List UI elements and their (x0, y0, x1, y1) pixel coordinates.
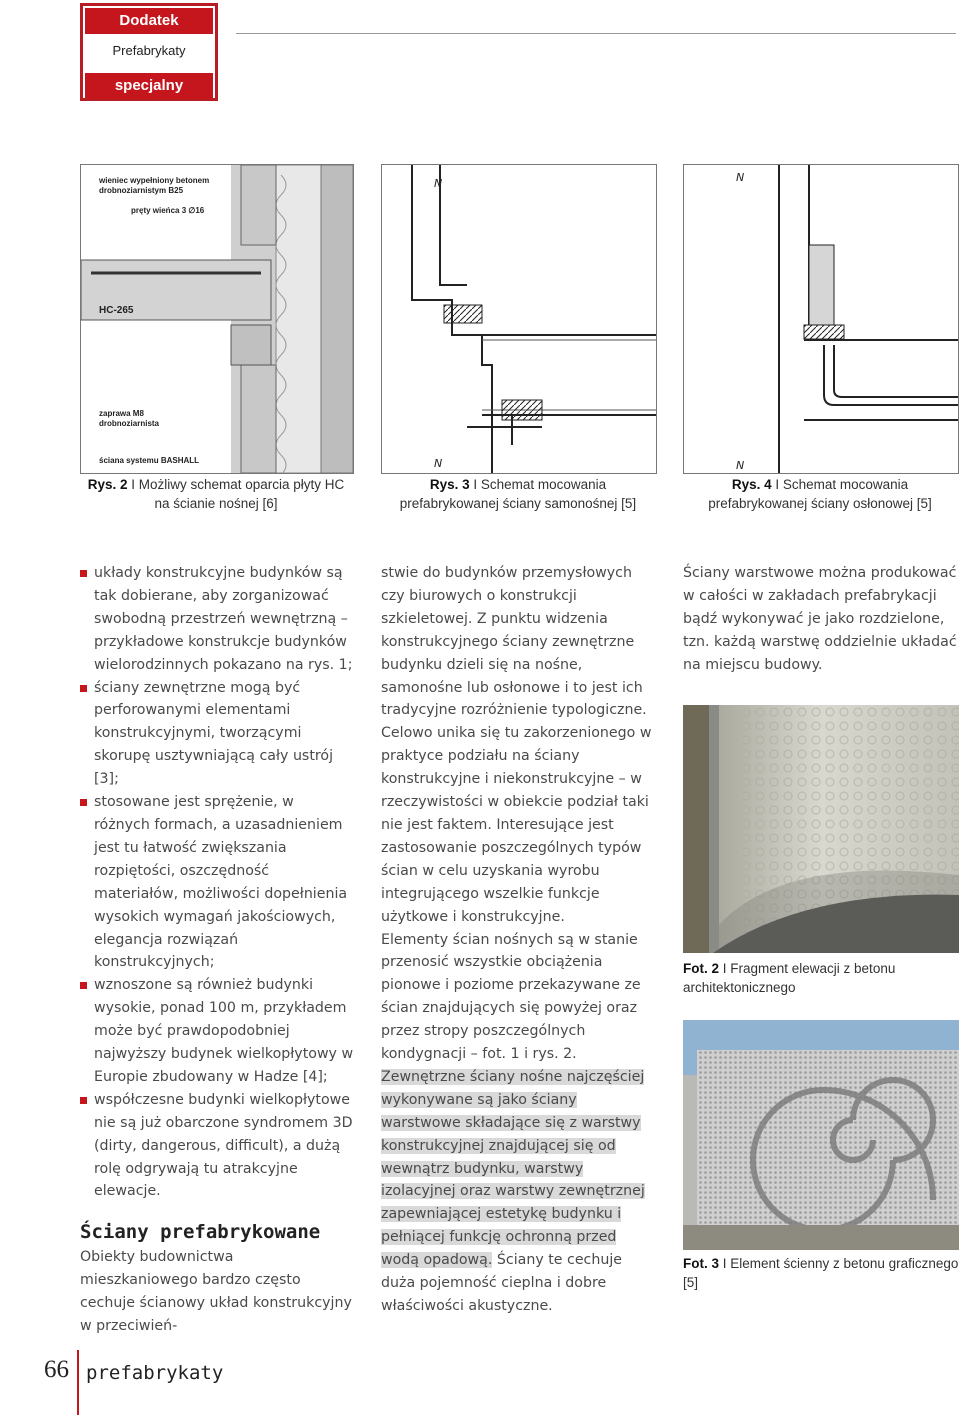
caption-rys4-text: I Schemat mocowania prefabrykowanej ściany osłonowej [5] (708, 477, 932, 511)
rys3-label-n-top: N (434, 177, 443, 190)
caption-rys2 (80, 475, 352, 513)
rys3-drawing (382, 165, 656, 473)
rys4-label-n-top: N (736, 171, 745, 184)
section-heading: Ściany prefabrykowane (80, 1221, 321, 1244)
bullet-square (80, 799, 87, 806)
column-3 (683, 562, 959, 677)
rys2-label-wieniec: wieniec wypełniony betonem (99, 176, 210, 185)
rys2-label-wieniec2: drobnoziarnistym B25 (99, 186, 184, 195)
caption-rys2-text: I Możliwy schemat oparcia płyty HC na ścianie nośnej [6] (127, 477, 345, 511)
caption-fot3-num: Fot. 3 (683, 1256, 719, 1271)
rys2-drawing (81, 165, 353, 473)
rys2-label-zaprawa2: drobnoziarnista (99, 419, 160, 428)
bullet-3 (80, 791, 354, 974)
bullet-3-text: stosowane jest sprężenie, w różnych formach, a uzasadnieniem jest tu łatwość zwiększania rozpiętości, oszczędność materiałów, możliwości dopełnienia wysokich wymagań jakościowych, elegancja rozwiązań konstrukcyjnych; (94, 794, 348, 971)
col2-p2-highlighted: Zewnętrzne ściany nośne najczęściej wykonywane są jako ściany warstwowe składające się z warstwy konstrukcyjnej znajdującej się od wewnątrz budynku, warstwy izolacyjnej oraz warstwy zewnętrznej zapewniającej estetykę budynku i pełniącej funkcję ochronną przed wodą opadową. (381, 1068, 645, 1269)
header-rule (236, 33, 956, 34)
figure-rys2 (80, 164, 354, 474)
fot2-image (683, 705, 959, 953)
photo-fot2 (683, 705, 959, 953)
column-1 (80, 562, 354, 1338)
caption-fot3 (683, 1254, 959, 1292)
caption-rys4-num: Rys. 4 (731, 477, 772, 492)
rys2-label-sciana: ściana systemu BASHALL (99, 456, 200, 465)
photo-fot3 (683, 1020, 959, 1250)
bullet-2 (80, 677, 354, 792)
caption-rys3-num: Rys. 3 (429, 477, 470, 492)
bullet-5 (80, 1089, 354, 1204)
caption-fot2-num: Fot. 2 (683, 961, 719, 976)
badge-top-label: Dodatek (85, 8, 213, 34)
bullet-4-text: wznoszone są również budynki wysokie, ponad 100 m, przykładem może być prawdopodobniej najwyższy budynek wielkopłytowy w Europie zbudowany w Hadze [4]; (94, 977, 354, 1085)
figure-rys4 (683, 164, 959, 474)
bullet-1-text: układy konstrukcyjne budynków są tak dobierane, aby zorganizować swobodną przestrzeń wewnętrzną – przykładowe konstrukcje budynków wielorodzinnych pokazano na rys. 1; (94, 565, 353, 673)
col2-p2-end: Ściany te cechuje duża pojemność cieplna i dobre właściwości akustyczne. (381, 1252, 623, 1314)
rys2-label-prety: pręty wieńca 3 ∅16 (131, 206, 205, 215)
rys4-label-n-bottom: N (736, 459, 745, 472)
column-2 (381, 562, 657, 1318)
rys4-drawing (684, 165, 958, 473)
bullet-square (80, 982, 87, 989)
caption-fot2 (683, 959, 959, 997)
bullet-1 (80, 562, 354, 677)
caption-fot3-text: I Element ścienny z betonu graficznego [5] (683, 1256, 959, 1290)
bullet-square (80, 685, 87, 692)
col2-paragraph-1: stwie do budynków przemysłowych czy biurowych o konstrukcji szkieletowej. Z punktu widzenia konstrukcyjnego ściany zewnętrzne budynku dzieli się na nośne, samonośne lub osłonowe i to jest ich tradycyjne rozróżnienie typologiczne. Celowo unika się tu zakorzenionego w praktyce podziału na ściany konstrukcyjne i niekonstrukcyjne – w rzeczywistości w obiekcie podział taki nie jest faktem. Interesujące jest zastosowanie poszczególnych typów ścian w celu uzyskania wyrobu integrującego wszelkie funkcje użytkowe i konstrukcyjne. (381, 565, 652, 925)
fot3-image (683, 1020, 959, 1250)
badge-bottom-label: specjalny (85, 73, 213, 99)
footer-divider (77, 1350, 79, 1415)
caption-rys2-num: Rys. 2 (87, 477, 128, 492)
caption-rys3 (381, 475, 655, 513)
col1-paragraph: Obiekty budownictwa mieszkaniowego bardzo często cechuje ścianowy układ konstrukcyjny w przeciwień- (80, 1249, 352, 1334)
rys3-label-n-bottom: N (434, 457, 443, 470)
badge-mid-label: Prefabrykaty (112, 43, 186, 58)
caption-rys4 (683, 475, 957, 513)
bullet-5-text: współczesne budynki wielkopłytowe nie są już obarczone syndromem 3D (dirty, dangerous, difficult), a dużą rolę odgrywają tu atrakcyjne elewacje. (94, 1091, 353, 1200)
col2-p2-start: Elementy ścian nośnych są w stanie przenosić wszystkie obciążenia pionowe i poziome przekazywane ze ścian znajdujących się powyżej oraz przez stropy poszczególnych kondygnacji – fot. 1 i rys. 2. (381, 931, 641, 1063)
rys2-label-hc: HC-265 (99, 305, 134, 316)
bullet-4 (80, 974, 354, 1089)
page-number: 66 (44, 1356, 69, 1383)
bullet-square (80, 1097, 87, 1104)
caption-fot2-text: I Fragment elewacji z betonu architektonicznego (683, 961, 896, 995)
section-badge (80, 3, 220, 103)
magazine-name: prefabrykaty (86, 1362, 224, 1384)
col2-paragraph-2 (381, 929, 657, 1318)
caption-rys3-text: I Schemat mocowania prefabrykowanej ściany samonośnej [5] (399, 477, 637, 511)
bullet-2-text: ściany zewnętrzne mogą być perforowanymi elementami konstrukcyjnymi, tworzącymi skorupę usztywniającą cały ustrój [3]; (94, 679, 334, 788)
rys2-label-zaprawa: zaprawa M8 (99, 409, 144, 418)
col3-paragraph: Ściany warstwowe można produkować w całości w zakładach prefabrykacji bądź wykonywać je jako rozdzielone, tzn. każdą warstwę oddzielnie układać na miejscu budowy. (683, 565, 957, 673)
figure-rys3 (381, 164, 657, 474)
bullet-square (80, 570, 87, 577)
